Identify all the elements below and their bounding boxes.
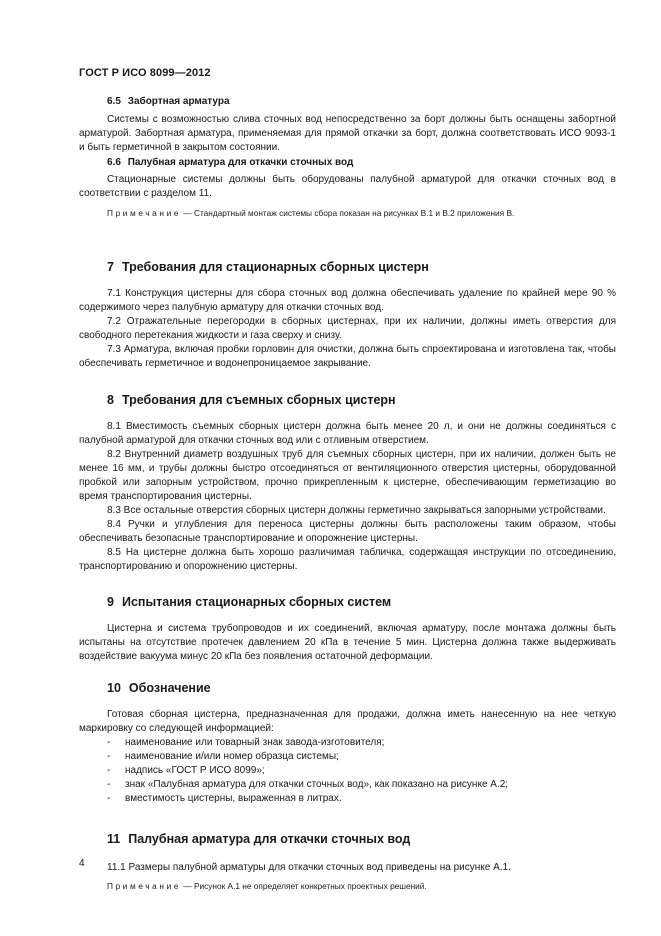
document-header: ГОСТ Р ИСО 8099—2012 — [79, 67, 211, 79]
page-number: 4 — [79, 858, 85, 869]
section-heading-10: 10 Обозначение — [107, 681, 211, 695]
paragraph-8-3: 8.3 Все остальные отверстия сборных цистерн должны герметично закрываться запорными устройствами. — [107, 505, 606, 516]
marking-list — [79, 736, 616, 806]
paragraph-10: Готовая сборная цистерна, предназначенная для продажи, должна иметь нанесенную на нее четкую маркировку со следующей информацией: — [79, 709, 616, 734]
section-heading-7: 7 Требования для стационарных сборных цистерн — [107, 260, 429, 274]
paragraph-8-1: 8.1 Вместимость съемных сборных цистерн должна быть менее 20 л, и они не должны соединяться с палубной арматурой для откачки сточных вод или с отливным отверстием. — [79, 421, 616, 446]
paragraph-7-3: 7.3 Арматура, включая пробки горловин для очистки, должна быть спроектирована и изготовлена так, чтобы обеспечивать герметичное и водонепроницаемое закрывание. — [79, 344, 616, 369]
section-8-body — [79, 420, 616, 574]
paragraph-6-6: Стационарные системы должны быть оборудованы палубной арматурой для откачки сточных вод в соответствии с разделом 11. — [79, 174, 616, 199]
document-body — [79, 95, 616, 892]
list-item: - наименование и/или номер образца системы; — [107, 751, 339, 762]
subsection-heading-6-6: 6.6 Палубная арматура для откачки сточных вод — [107, 157, 354, 168]
paragraph-7-2: 7.2 Отражательные перегородки в сборных цистернах, при их наличии, должны иметь отверстия для свободного перетекания жидкости и газа сверху и снизу. — [79, 316, 616, 341]
subsection-heading-6-5: 6.5 Забортная арматура — [107, 96, 230, 107]
list-item: - знак «Палубная арматура для откачки сточных вод», как показано на рисунке А.2; — [107, 779, 509, 790]
note-6-6: Примечание — Стандартный монтаж системы сбора показан на рисунках В.1 и В.2 приложения В. — [107, 208, 515, 218]
paragraph-6-5: Системы с возможностью слива сточных вод непосредственно за борт должны быть оснащены забортной арматурой. Забортная арматура, применяемая для прямой откачки за борт, должна соответствовать ИСО 9093-1 и быть герметичной в закрытом состоянии. — [79, 114, 616, 153]
list-item: - вместимость цистерны, выраженная в литрах. — [107, 793, 342, 804]
note-11: Примечание — Рисунок А.1 не определяет конкретных проектных решений. — [107, 881, 427, 891]
paragraph-8-2: 8.2 Внутренний диаметр воздушных труб для съемных сборных цистерн, при их наличии, должен быть не менее 16 мм, и трубы должны быстро отсоединяться от вентиляционного отверстия цистерны, оборудованной пробкой или запорным устройством, прочно прикрепленным к цистерне, обеспечивающим герметизацию во время транспортирования цистерны. — [79, 449, 616, 502]
section-heading-8: 8 Требования для съемных сборных цистерн — [107, 393, 396, 407]
paragraph-8-5: 8.5 На цистерне должна быть хорошо различимая табличка, содержащая инструкции по отсоединению, транспортированию и опорожнению цистерны. — [79, 547, 616, 572]
section-heading-11: 11 Палубная арматура для откачки сточных вод — [107, 832, 411, 846]
section-heading-9: 9 Испытания стационарных сборных систем — [107, 595, 392, 609]
paragraph-11-1: 11.1 Размеры палубной арматуры для откачки сточных вод приведены на рисунке А.1. — [107, 862, 511, 873]
paragraph-9: Цистерна и система трубопроводов и их соединений, включая арматуру, после монтажа должны быть испытаны на отсутствие протечек давлением 20 кПа в течение 5 мин. Цистерна должна также выдерживать воздействие вакуума минус 20 кПа без появления остаточной деформации. — [79, 623, 616, 662]
list-item: - надпись «ГОСТ Р ИСО 8099»; — [107, 765, 265, 776]
paragraph-7-1: 7.1 Конструкция цистерны для сбора сточных вод должна обеспечивать удаление по крайней мере 90 % содержимого через палубную арматуру для откачки сточных вод. — [79, 288, 616, 313]
section-7-body — [79, 287, 616, 371]
list-item: - наименование или товарный знак завода-изготовителя; — [107, 737, 385, 748]
paragraph-8-4: 8.4 Ручки и углубления для переноса цистерны должны быть расположены таким образом, чтобы обеспечивать безопасные транспортирование и опорожнение цистерны. — [79, 519, 616, 544]
